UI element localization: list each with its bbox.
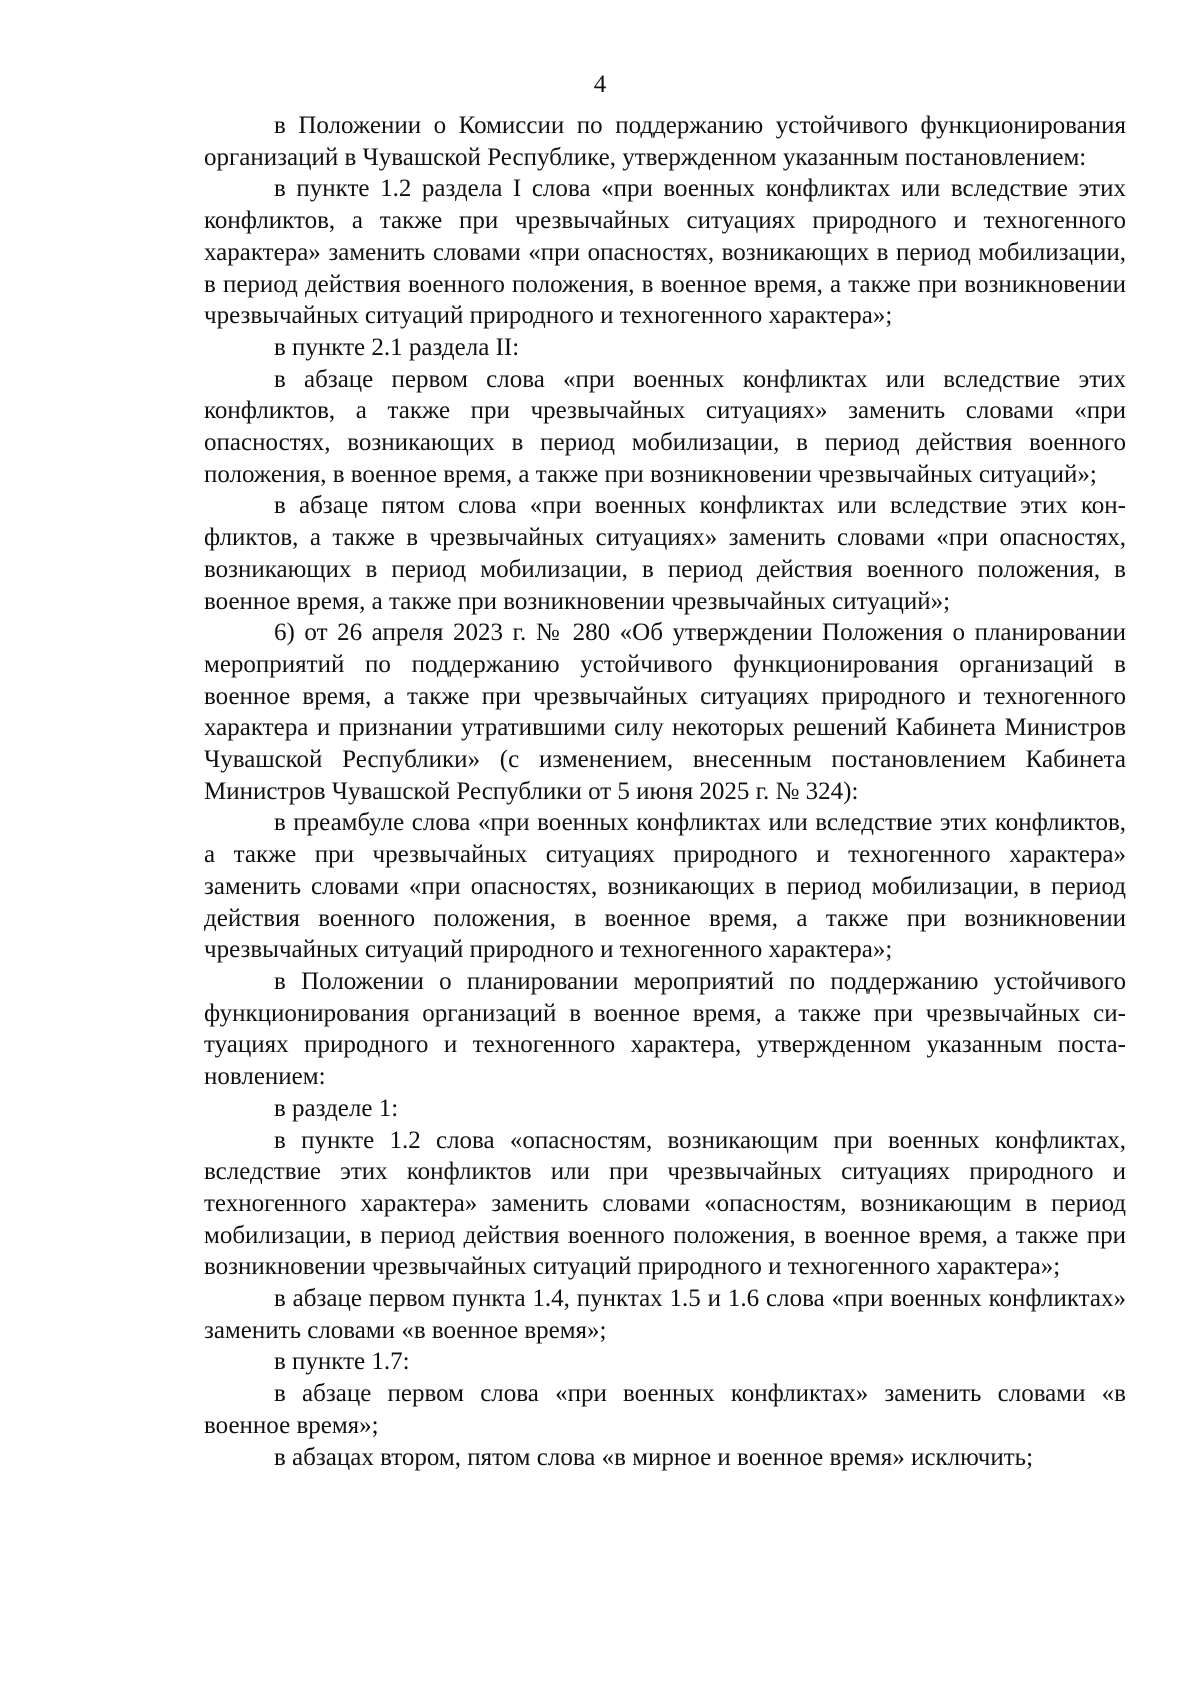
paragraph: в абзаце первом пункта 1.4, пунктах 1.5 и 1.6 слова «при военных конфликтах» заменить словами «в военное время»; bbox=[204, 1285, 1126, 1344]
paragraph: 6) от 26 апреля 2023 г. № 280 «Об утверждении Положения о планировании мероприятий по поддержанию устойчивого функционирования организаций в военное время, а также при чрезвычайных ситуациях природного и техногенного характера и признании утратившими силу некоторых решений Кабинета Министров Чувашской Республики» (с изменением, внесенным постановлением Кабинета Министров Чувашской Республики от 5 июня 2025 г. № 324): bbox=[204, 619, 1126, 805]
page-number: 4 bbox=[593, 71, 607, 98]
paragraph: в преамбуле слова «при военных конфликтах или вследствие этих конфликтов, а также при чрезвычайных ситуациях природного и техногенного характера» заменить словами «при опасностях, возникающих в период мобилизации, в период действия военного положения, в военное время, а также при возникновении чрезвычайных ситуаций природного и техногенного характера»; bbox=[204, 809, 1126, 964]
paragraph: в абзаце пятом слова «при военных конфликтах или вследствие этих конфликтов, а также в чрезвычайных ситуациях» заменить словами «при опасностях, возникающих в период мобилизации, в период действия военного положения, в военное время, а также при возникновении чрезвычайных ситуаций»; bbox=[204, 492, 1126, 615]
paragraph: в пункте 1.7: bbox=[274, 1348, 410, 1376]
paragraph: в пункте 2.1 раздела II: bbox=[274, 333, 520, 361]
paragraph: в пункте 1.2 слова «опасностям, возникающим при военных конфликтах, вследствие этих конфликтов или при чрезвычайных ситуациях природного и техногенного характера» заменить словами «опасностям, возникающим в период мобилизации, в период действия военного положения, в военное время, а также при возникновении чрезвычайных ситуаций природного и техногенного характера»; bbox=[204, 1126, 1126, 1281]
paragraph: в разделе 1: bbox=[274, 1094, 399, 1122]
paragraph: в Положении о планировании мероприятий по поддержанию устойчивого функционирования организаций в военное время, а также при чрезвычайных ситуациях природного и техногенного характера, утвержденном указанным постановлением: bbox=[204, 967, 1126, 1091]
paragraph: в Положении о Комиссии по поддержанию устойчивого функционирования организаций в Чувашской Республике, утвержденном указанным постановлением: bbox=[204, 112, 1126, 171]
paragraph: в абзаце первом слова «при военных конфликтах» заменить словами «в военное время»; bbox=[204, 1380, 1126, 1439]
paragraph: в пункте 1.2 раздела I слова «при военных конфликтах или вследствие этих конфликтов, а также при чрезвычайных ситуациях природного и техногенного характера» заменить словами «при опасностях, возникающих в период мобилизации, в период действия военного положения, в военное время, а также при возникновении чрезвычайных ситуаций природного и техногенного характера»; bbox=[204, 175, 1126, 330]
paragraph: в абзацах втором, пятом слова «в мирное и военное время» исключить; bbox=[274, 1443, 1034, 1471]
paragraph: в абзаце первом слова «при военных конфликтах или вследствие этих конфликтов, а также при чрезвычайных ситуациях» заменить словами «при опасностях, возникающих в период мобилизации, в период действия военного положения, в военное время, а также при возникновении чрезвычайных ситуаций»; bbox=[204, 365, 1126, 488]
document-body bbox=[204, 110, 1126, 1473]
